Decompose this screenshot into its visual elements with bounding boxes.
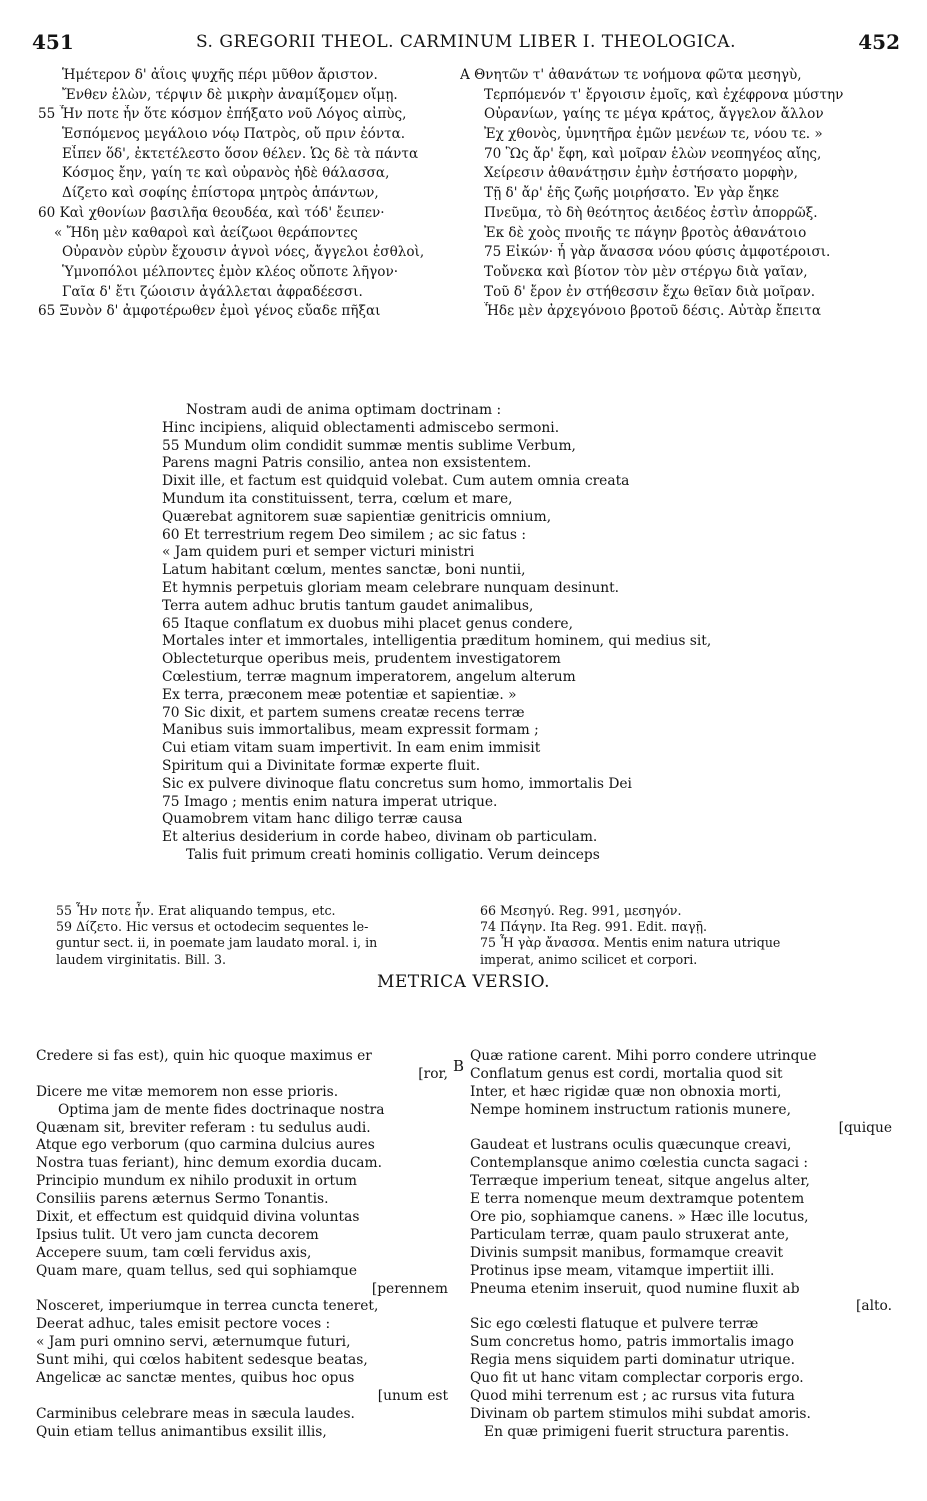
- verse-line: Principio mundum ex nihilo produxit in ortum: [36, 1173, 357, 1190]
- latin-line: Terra autem adhuc brutis tantum gaudet animalibus,: [162, 597, 534, 614]
- verse-line: Conflatum genus est cordi, mortalia quod sit: [470, 1065, 783, 1082]
- verse-line: Credere si fas est), quin hic quoque maximus er: [36, 1048, 372, 1064]
- footnote-line: guntur sect. ii, in poemate jam laudato moral. i, in: [56, 935, 378, 951]
- verse-line: Angelicæ ac sanctæ mentes, quibus hoc opus: [36, 1370, 355, 1387]
- greek-line: 60 Καὶ χθονίων βασιλῆα θεουδέα, καὶ τόδ' ἔειπεν·: [38, 204, 385, 221]
- verse-line-continuation: [quique: [838, 1119, 892, 1136]
- verse-line: En quæ primigeni fuerit structura parentis.: [484, 1423, 790, 1440]
- verse-line: Divinam ob partem stimulos mihi subdat amoris.: [470, 1405, 811, 1422]
- verse-line: Protinus ipse meam, vitamque impertiit illi.: [470, 1262, 775, 1279]
- verse-line: Regia mens siquidem parti dominatur utrique.: [470, 1352, 795, 1369]
- latin-line: Quærebat agnitorem suæ sapientiæ genitricis omnium,: [162, 508, 552, 525]
- greek-line: Δίζετο καὶ σοφίης ἐπίστορα μητρὸς ἁπάντων,: [62, 185, 379, 202]
- greek-line: Οὐρανίων, γαίης τε μέγα κράτος, ἄγγελον ἄλλον: [484, 106, 824, 123]
- latin-line: 60 Et terrestrium regem Deo similem ; ac sic fatus :: [162, 526, 527, 543]
- verse-line: Sum concretus homo, patris immortalis imago: [470, 1334, 794, 1351]
- latin-line: Ex terra, præconem meæ potentiæ et sapientiæ. »: [162, 686, 517, 703]
- verse-line: Divinis sumpsit manibus, formamque creavit: [470, 1244, 784, 1261]
- footnotes-right: [480, 903, 900, 968]
- footnote-line: 75 Ἦ γὰρ ἄνασσα. Mentis enim natura utrique: [480, 935, 781, 951]
- footnote-line: laudem virginitatis. Bill. 3.: [56, 951, 226, 967]
- verse-line: « Jam puri omnino servi, æternumque futuri,: [36, 1334, 351, 1351]
- greek-line: Ἐκ δὲ χοὸς πνοιῆς τε πάγην βροτὸς ἀθανάτοιο: [484, 224, 807, 241]
- greek-line: « Ἤδη μὲν καθαροὶ καὶ ἀείζωοι θεράποντες: [54, 224, 358, 241]
- footnote-line: 59 Δίζετο. Hic versus et octodecim sequentes le-: [56, 919, 369, 935]
- verse-line: Terræque imperium teneat, sitque angelus alter,: [470, 1173, 810, 1190]
- verse-line: Sunt mihi, qui cœlos habitent sedesque beatas,: [36, 1352, 368, 1369]
- verse-line: Dixit, et effectum est quidquid divina voluntas: [36, 1209, 360, 1226]
- verse-line: Quo fit ut hanc vitam complectar corporis ergo.: [470, 1370, 804, 1387]
- verse-line-continuation: [alto.: [855, 1298, 892, 1315]
- greek-line: Ἧδε μὲν ἀρχεγόνοιο βροτοῦ δέσις. Αὐτὰρ ἔπειτα: [484, 303, 821, 320]
- verse-line: Deerat adhuc, tales emisit pectore voces :: [36, 1316, 331, 1333]
- verse-line: Consiliis parens æternus Sermo Tonantis.: [36, 1191, 329, 1208]
- latin-line: Mundum ita constituissent, terra, cœlum et mare,: [162, 490, 513, 507]
- verse-line: E terra nomenque meum dextramque potentem: [470, 1191, 805, 1208]
- verse-line: Particulam terræ, quam paulo struxerat ante,: [470, 1226, 790, 1243]
- verse-line: Ore pio, sophiamque canens. » Hæc ille locutus,: [470, 1209, 809, 1226]
- footnote-line: 66 Μεσηγύ. Reg. 991, μεσηγόν.: [480, 903, 682, 918]
- greek-line: Ἔνθεν ἑλὼν, τέρψιν δὲ μικρὴν ἀναμίξομεν οἴμῃ.: [62, 86, 398, 103]
- page-number-right: 452: [858, 30, 900, 54]
- verse-line: Nempe hominem instructum rationis munere,: [470, 1101, 791, 1118]
- latin-line: Spiritum qui a Divinitate formæ experte fluit.: [162, 757, 481, 774]
- latin-line: Parens magni Patris consilio, antea non exsistentem.: [162, 455, 532, 472]
- greek-line: Κόσμος ἔην, γαίη τε καὶ οὐρανὸς ἠδὲ θάλασσα,: [62, 165, 390, 182]
- verse-line: Nostra tuas feriant), hinc demum exordia ducam.: [36, 1155, 382, 1172]
- latin-line: 55 Mundum olim condidit summæ mentis sublime Verbum,: [162, 437, 576, 454]
- verse-line: Quænam sit, breviter referam : tu sedulus audi.: [36, 1119, 371, 1136]
- greek-line: Ἐχ χθονὸς, ὑμνητῆρα ἐμῶν μενέων τε, νόου τε. »: [484, 126, 823, 143]
- latin-line: Et hymnis perpetuis gloriam meam celebrare nunquam desinunt.: [162, 579, 620, 596]
- verse-line: Atque ego verborum (quo carmina dulcius aures: [36, 1137, 375, 1154]
- greek-line: Τοὔνεκα καὶ βίοτον τὸν μὲν στέργω διὰ γαῖαν,: [484, 263, 808, 280]
- greek-line: Ἑσπόμενος μεγάλοιο νόῳ Πατρὸς, οὔ πριν ἐόντα.: [62, 126, 406, 143]
- verse-line: Dicere me vitæ memorem non esse prioris.: [36, 1083, 339, 1100]
- latin-line: Talis fuit primum creati hominis colligatio. Verum deinceps: [186, 846, 600, 863]
- latin-line: 75 Imago ; mentis enim natura imperat utrique.: [162, 793, 498, 810]
- verse-line: Ipsius tulit. Ut vero jam cuncta decorem: [36, 1226, 319, 1243]
- footnote-line: 74 Πάγην. Ita Reg. 991. Edit. παγῇ.: [480, 919, 708, 935]
- verse-line: Contemplansque animo cœlestia cuncta sagaci :: [470, 1155, 809, 1172]
- latin-line: Quamobrem vitam hanc diligo terræ causa: [162, 811, 463, 828]
- verse-line-continuation: [ror,: [418, 1065, 448, 1082]
- latin-line: Nostram audi de anima optimam doctrinam :: [186, 402, 502, 418]
- greek-line: Τοῦ δ' ἔρον ἐν στήθεσσιν ἔχω θεῖαν διὰ μοῖραν.: [484, 283, 816, 300]
- greek-line: 75 Εἰκών· ἦ γὰρ ἄνασσα νόου φύσις ἀμφοτέροισι.: [484, 244, 831, 261]
- greek-line: Τερπόμενόν τ' ἔργοισιν ἐμοῖς, καὶ ἐχέφρονα μύστην: [484, 86, 844, 103]
- verse-line: Quam mare, quam tellus, sed qui sophiamque: [36, 1262, 358, 1279]
- latin-line: Dixit ille, et factum est quidquid volebat. Cum autem omnia creata: [162, 473, 630, 490]
- latin-line: « Jam quidem puri et semper victuri ministri: [162, 544, 475, 561]
- latin-line: 70 Sic dixit, et partem sumens creatæ recens terræ: [162, 704, 525, 721]
- verse-column-right: [470, 1048, 900, 1442]
- section-heading: METRICA VERSIO.: [376, 972, 551, 992]
- latin-line: Oblecteturque operibus meis, prudentem investigatorem: [162, 651, 561, 668]
- greek-column-right: [460, 66, 900, 322]
- latin-line: Hinc incipiens, aliquid oblectamenti admiscebo sermoni.: [162, 419, 560, 436]
- greek-line: Χείρεσιν ἀθανάτῃσιν ἐμὴν ἐστήσατο μορφὴν,: [484, 165, 798, 182]
- greek-line: 70 Ὣς ἄρ' ἔφη, καὶ μοῖραν ἑλὼν νεοπηγέος αἴης,: [484, 145, 822, 162]
- greek-line: Εἶπεν ὅδ', ἐκτετέλεστο ὅσον θέλεν. Ὡς δὲ τὰ πάντα: [62, 145, 419, 162]
- greek-line: Τῇ δ' ἄρ' ἑῆς ζωῆς μοιρήσατο. Ἐν γὰρ ἔηκε: [484, 185, 779, 202]
- running-header: [32, 30, 900, 60]
- latin-line: Manibus suis immortalibus, meam expressit formam ;: [162, 722, 539, 739]
- greek-line: 65 Ξυνὸν δ' ἀμφοτέρωθεν ἐμοὶ γένος εὔαδε πῆξαι: [38, 303, 381, 320]
- latin-line: Sic ex pulvere divinoque flatu concretus sum homo, immortalis Dei: [162, 775, 632, 792]
- greek-line: Ὑμνοπόλοι μέλποντες ἐμὸν κλέος οὔποτε λῆγον·: [62, 263, 399, 280]
- greek-line: 55 Ἦν ποτε ἦν ὅτε κόσμον ἐπήξατο νοῦ Λόγος αἰπὺς,: [38, 106, 407, 123]
- latin-line: Cœlestium, terræ magnum imperatorem, angelum alterum: [162, 668, 576, 685]
- latin-line: Et alterius desiderium in corde habeo, divinam ob particulam.: [162, 829, 598, 846]
- verse-line: Nosceret, imperiumque in terrea cuncta teneret,: [36, 1298, 379, 1315]
- verse-line-continuation: [perennem: [371, 1280, 448, 1297]
- verse-line: Quod mihi terrenum est ; ac rursus vita futura: [470, 1387, 795, 1404]
- verse-line: Quin etiam tellus animantibus exsilit illis,: [36, 1423, 327, 1440]
- latin-prose-translation: [162, 402, 882, 865]
- verse-line: Sic ego cœlesti flatuque et pulvere terræ: [470, 1316, 759, 1333]
- latin-line: Cui etiam vitam suam impertivit. In eam enim immisit: [162, 740, 541, 757]
- latin-line: Mortales inter et immortales, intelligentia præditum hominem, qui medius sit,: [162, 633, 712, 650]
- latin-line: 65 Itaque conflatum ex duobus mihi placet genus condere,: [162, 615, 573, 632]
- greek-line: Οὐρανὸν εὐρὺν ἔχουσιν ἁγνοὶ νόες, ἄγγελοι ἐσθλοὶ,: [62, 244, 425, 261]
- greek-column-left: [38, 66, 458, 322]
- footnote-line: 55 Ἦν ποτε ἦν. Erat aliquando tempus, etc.: [56, 903, 336, 918]
- footnotes-left: [56, 903, 456, 968]
- verse-line: Pneuma etenim inseruit, quod numine fluxit ab: [470, 1280, 800, 1297]
- verse-line: Inter, et hæc rigidæ quæ non obnoxia morti,: [470, 1083, 782, 1100]
- greek-line: Γαῖα δ' ἔτι ζώοισιν ἀγάλλεται ἀφραδέεσσι.: [62, 283, 363, 300]
- page-number-left: 451: [32, 30, 74, 54]
- verse-line: Accepere suum, tam cœli fervidus axis,: [36, 1244, 312, 1261]
- greek-line: Ἡμέτερον δ' ἀΐοις ψυχῆς πέρι μῦθον ἄριστον.: [62, 67, 378, 83]
- running-title: S. GREGORII THEOL. CARMINUM LIBER I. THEOLOGICA.: [196, 32, 736, 52]
- verse-line: Carminibus celebrare meas in sæcula laudes.: [36, 1405, 355, 1422]
- greek-line: A Θνητῶν τ' ἀθανάτων τε νοήμονα φῶτα μεσηγὺ,: [460, 67, 802, 83]
- verse-column-left: [36, 1048, 456, 1442]
- footnote-line: imperat, animo scilicet et corpori.: [480, 951, 698, 967]
- column-marker: B: [453, 1057, 465, 1075]
- verse-line: Quæ ratione carent. Mihi porro condere utrinque: [470, 1048, 817, 1064]
- verse-line-continuation: [unum est: [377, 1387, 448, 1404]
- greek-line: Πνεῦμα, τὸ δὴ θεότητος ἀειδέος ἐστὶν ἀπορρῶξ.: [484, 204, 818, 221]
- verse-line: Gaudeat et lustrans oculis quæcunque creavi,: [470, 1137, 792, 1154]
- verse-line: Optima jam de mente fides doctrinaque nostra: [58, 1101, 385, 1118]
- latin-line: Latum habitant cœlum, mentes sanctæ, boni nuntii,: [162, 562, 526, 579]
